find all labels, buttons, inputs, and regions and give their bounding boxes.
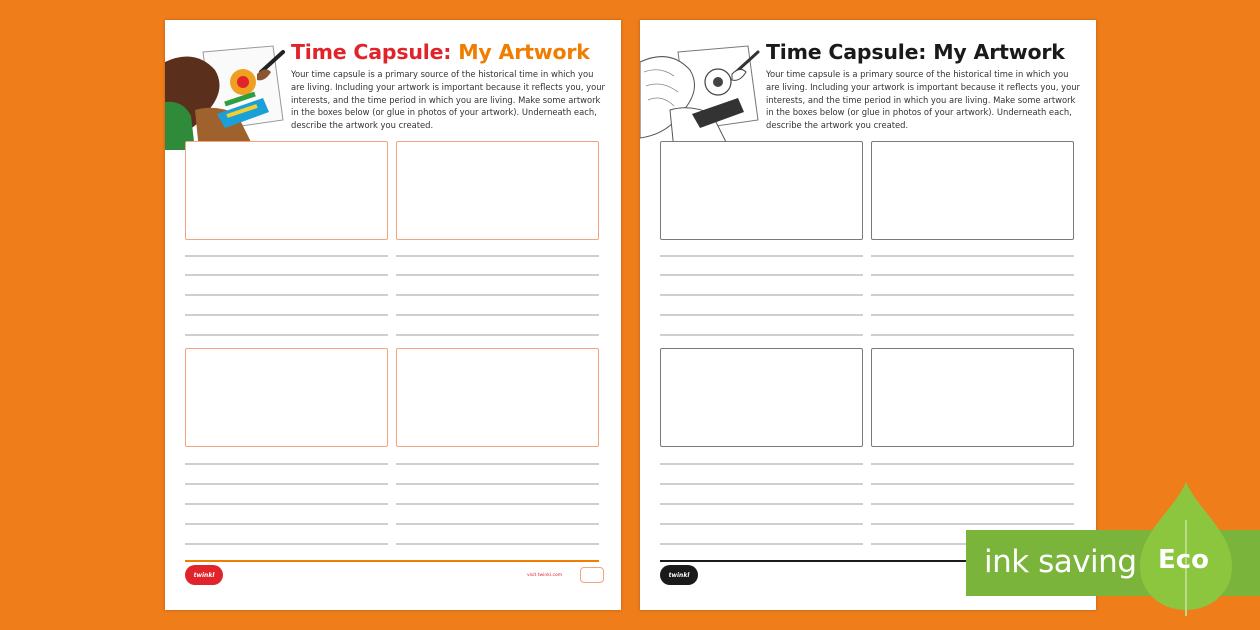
writing-line [396,523,599,525]
child-drawing-illustration [165,42,285,150]
ink-saving-label: ink saving [984,544,1137,580]
writing-line [185,274,388,276]
worksheet-instructions: Your time capsule is a primary source of the historical time in which you are living. Including your artwork is important because it reflects you, your interests, and the time period in which you are living. Make some artwork in the boxes below (or glue in photos of your artwork). Underneath each, describe the artwork you created. [766,69,1080,131]
worksheet-ink-saving-version [640,20,1096,610]
writing-line [871,523,1074,525]
writing-line [396,255,599,257]
writing-line [871,463,1074,465]
writing-line [396,503,599,505]
title-part-2: My Artwork [933,40,1065,64]
artwork-box [185,348,388,447]
writing-line [871,314,1074,316]
worksheet-title [766,40,1065,64]
footer-site-link: visit twinkl.com [527,573,563,578]
child-drawing-illustration [640,42,760,150]
writing-line [185,523,388,525]
twinkl-logo: twinkl [660,565,698,585]
artwork-box [660,348,863,447]
writing-line [396,334,599,336]
writing-line [871,294,1074,296]
footer-rule [185,560,599,562]
writing-line [185,255,388,257]
title-part-1: Time Capsule: [291,40,452,64]
writing-line [660,463,863,465]
footer-badge-icon [580,567,604,583]
writing-line [185,543,388,545]
writing-line [396,294,599,296]
writing-line [660,523,863,525]
writing-line [185,483,388,485]
writing-line [396,463,599,465]
writing-line [185,334,388,336]
writing-line [660,503,863,505]
writing-line [871,503,1074,505]
writing-line [871,274,1074,276]
writing-line [396,483,599,485]
writing-line [185,503,388,505]
writing-line [871,255,1074,257]
writing-line [396,274,599,276]
writing-line [660,483,863,485]
writing-line [185,294,388,296]
artwork-box [871,141,1074,240]
writing-line [871,483,1074,485]
writing-line [660,314,863,316]
worksheet-color-version [165,20,621,610]
writing-line [396,543,599,545]
artwork-box [185,141,388,240]
worksheet-title [291,40,590,64]
writing-line [871,334,1074,336]
title-part-1: Time Capsule: [766,40,927,64]
writing-line [660,255,863,257]
worksheet-instructions: Your time capsule is a primary source of the historical time in which you are living. Including your artwork is important because it reflects you, your interests, and the time period in which you are living. Make some artwork in the boxes below (or glue in photos of your artwork). Underneath each, describe the artwork you created. [291,69,605,131]
eco-label: Eco [1158,545,1210,575]
artwork-box [660,141,863,240]
writing-line [660,543,863,545]
artwork-box [396,141,599,240]
writing-line [396,314,599,316]
writing-line [660,274,863,276]
writing-line [185,463,388,465]
writing-line [185,314,388,316]
twinkl-logo: twinkl [185,565,223,585]
writing-line [660,294,863,296]
writing-line [660,334,863,336]
artwork-box [396,348,599,447]
title-part-2: My Artwork [458,40,590,64]
artwork-box [871,348,1074,447]
